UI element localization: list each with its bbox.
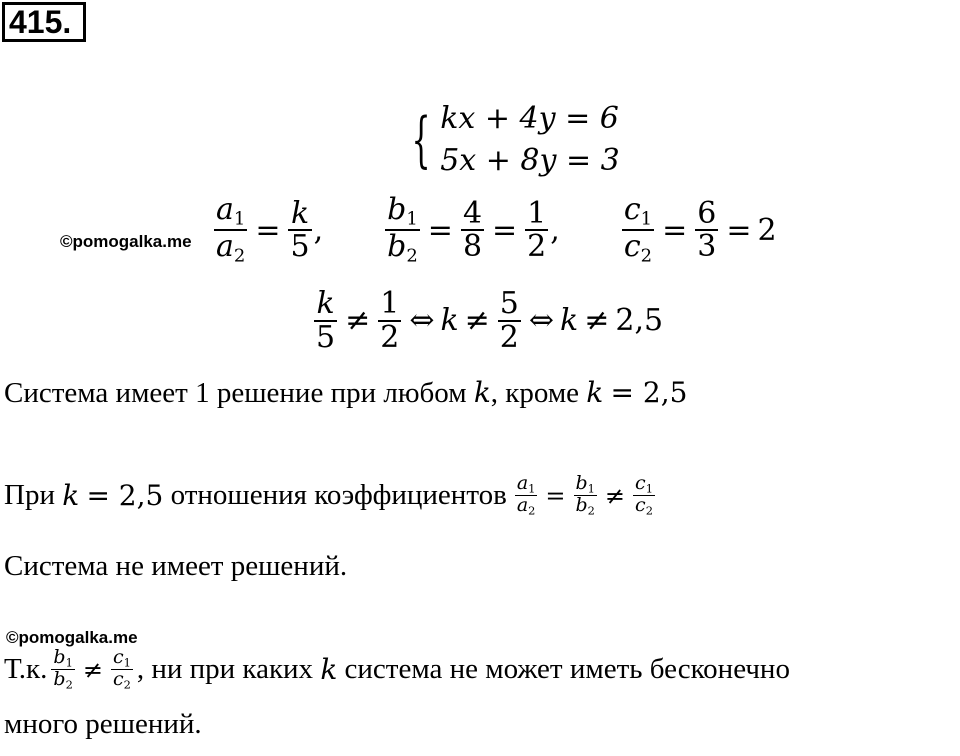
- equation-1: kx + 4y = 6: [440, 101, 619, 136]
- text-line-5: много решений.: [4, 708, 202, 740]
- text-line-1: Система имеет 1 решение при любом k, кроме k = 2,5: [4, 376, 688, 409]
- left-brace: {: [411, 105, 431, 175]
- condition-row: $\frac{k}{5}$ ≠ $\frac{1}{2}$ ⇔ k ≠ $\frac{5}{2}$ ⇔ k ≠ 2,5: [316, 286, 664, 355]
- text-line-4: Т.к. $\frac{b_1}{b_2}$ ≠ $\frac{c_1}{c_2}$ , ни при каких k система не может иметь бесконечно: [4, 646, 790, 692]
- inline-ratio: $\frac{b_1}{b_2}$ ≠ $\frac{c_1}{c_2}$: [53, 646, 131, 692]
- ratio-a-fraction: $\frac{a_1}{a_2}$: [216, 192, 246, 267]
- equation-system: [402, 98, 620, 182]
- watermark-top: ©pomogalka.me: [60, 232, 192, 251]
- text-line-3: Система не имеет решений.: [4, 550, 348, 582]
- ratio-b-fraction: $\frac{b_1}{b_2}$: [387, 192, 418, 267]
- text-line-2: При k = 2,5 отношения коэффициентов $\frac{a_1}{a_2}$ = $\frac{b_1}{b_2}$ ≠ $\frac{c_1}{c_2}$: [4, 474, 657, 518]
- coefficient-ratio-inline: $\frac{a_1}{a_2}$ = $\frac{b_1}{b_2}$ ≠ $\frac{c_1}{c_2}$: [516, 472, 653, 518]
- ratio-c-fraction: $\frac{c_1}{c_2}$: [623, 192, 653, 267]
- ratios-row: $\frac{a_1}{a_2}$ = $\frac{k}{5}$ , $\frac{b_1}{b_2}$ = $\frac{4}{8}$ = $\frac{1}{2}$ , $\frac{c_1}{c_2}$ = $\frac{6}{3}$ = 2: [216, 192, 777, 267]
- equation-2: 5x + 8y = 3: [440, 143, 620, 178]
- problem-number: 415.: [2, 2, 86, 42]
- ratio-a-value: $\frac{k}{5}$: [290, 195, 310, 265]
- watermark-bottom: ©pomogalka.me: [6, 628, 138, 647]
